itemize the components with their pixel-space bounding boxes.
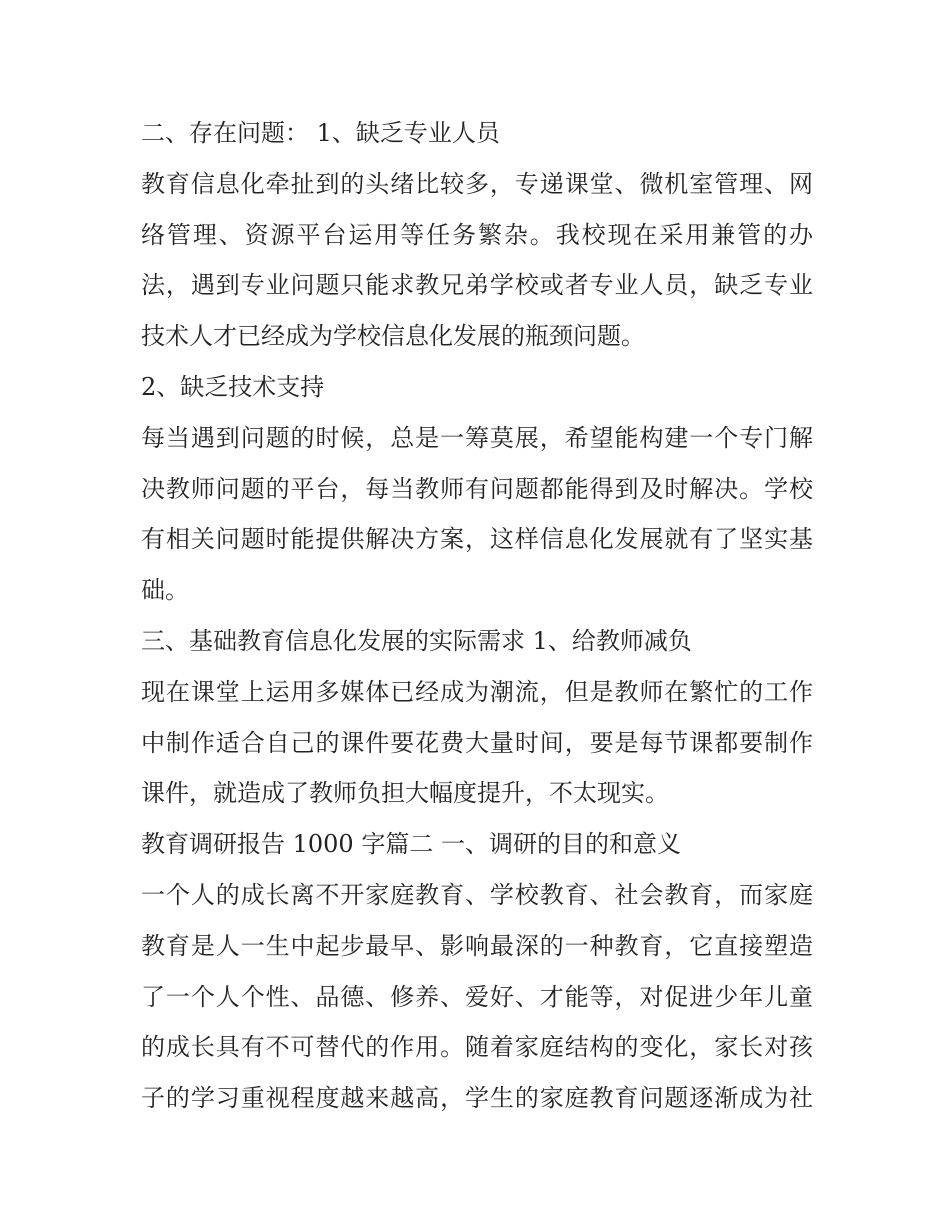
paragraph-line: 有相关问题时能提供解决方案，这样信息化发展就有了坚实基 — [141, 525, 813, 554]
document-body — [141, 108, 813, 1124]
paragraph-line: 教育信息化牵扯到的头绪比较多，专递课堂、微机室管理、网 — [141, 169, 813, 198]
heading-lack-tech-support: 2、缺乏技术支持 — [141, 372, 325, 401]
paragraph-line: 教育是人一生中起步最早、影响最深的一种教育，它直接塑造 — [141, 931, 813, 960]
paragraph-line: 现在课堂上运用多媒体已经成为潮流，但是教师在繁忙的工作 — [141, 677, 813, 706]
paragraph-line: 决教师问题的平台，每当教师有问题都能得到及时解决。学校 — [141, 474, 813, 503]
paragraph-line: 络管理、资源平台运用等任务繁杂。我校现在采用兼管的办 — [141, 220, 813, 249]
paragraph-line: 课件，就造成了教师负担大幅度提升，不太现实。 — [141, 779, 669, 808]
paragraph-line: 每当遇到问题的时候，总是一筹莫展，希望能构建一个专门解 — [141, 423, 813, 452]
paragraph-line: 础。 — [141, 576, 189, 605]
heading-existing-problems: 二、存在问题： 1、缺乏专业人员 — [141, 119, 500, 147]
paragraph-line: 法，遇到专业问题只能求教兄弟学校或者专业人员，缺乏专业 — [141, 271, 813, 300]
paragraph-line: 子的学习重视程度越来越高，学生的家庭教育问题逐渐成为社 — [141, 1084, 813, 1113]
paragraph-line: 一个人的成长离不开家庭教育、学校教育、社会教育，而家庭 — [141, 880, 813, 909]
paragraph-line: 了一个人个性、品德、修养、爱好、才能等，对促进少年儿童 — [141, 982, 813, 1011]
paragraph-line: 中制作适合自己的课件要花费大量时间，要是每节课都要制作 — [141, 728, 813, 757]
paragraph-line: 技术人才已经成为学校信息化发展的瓶颈问题。 — [141, 322, 645, 351]
heading-report-part-two: 教育调研报告 1000 字篇二 一、调研的目的和意义 — [141, 830, 681, 859]
paragraph-line: 的成长具有不可替代的作用。随着家庭结构的变化，家长对孩 — [141, 1033, 813, 1062]
heading-actual-needs: 三、基础教育信息化发展的实际需求 1、给教师减负 — [141, 626, 692, 655]
